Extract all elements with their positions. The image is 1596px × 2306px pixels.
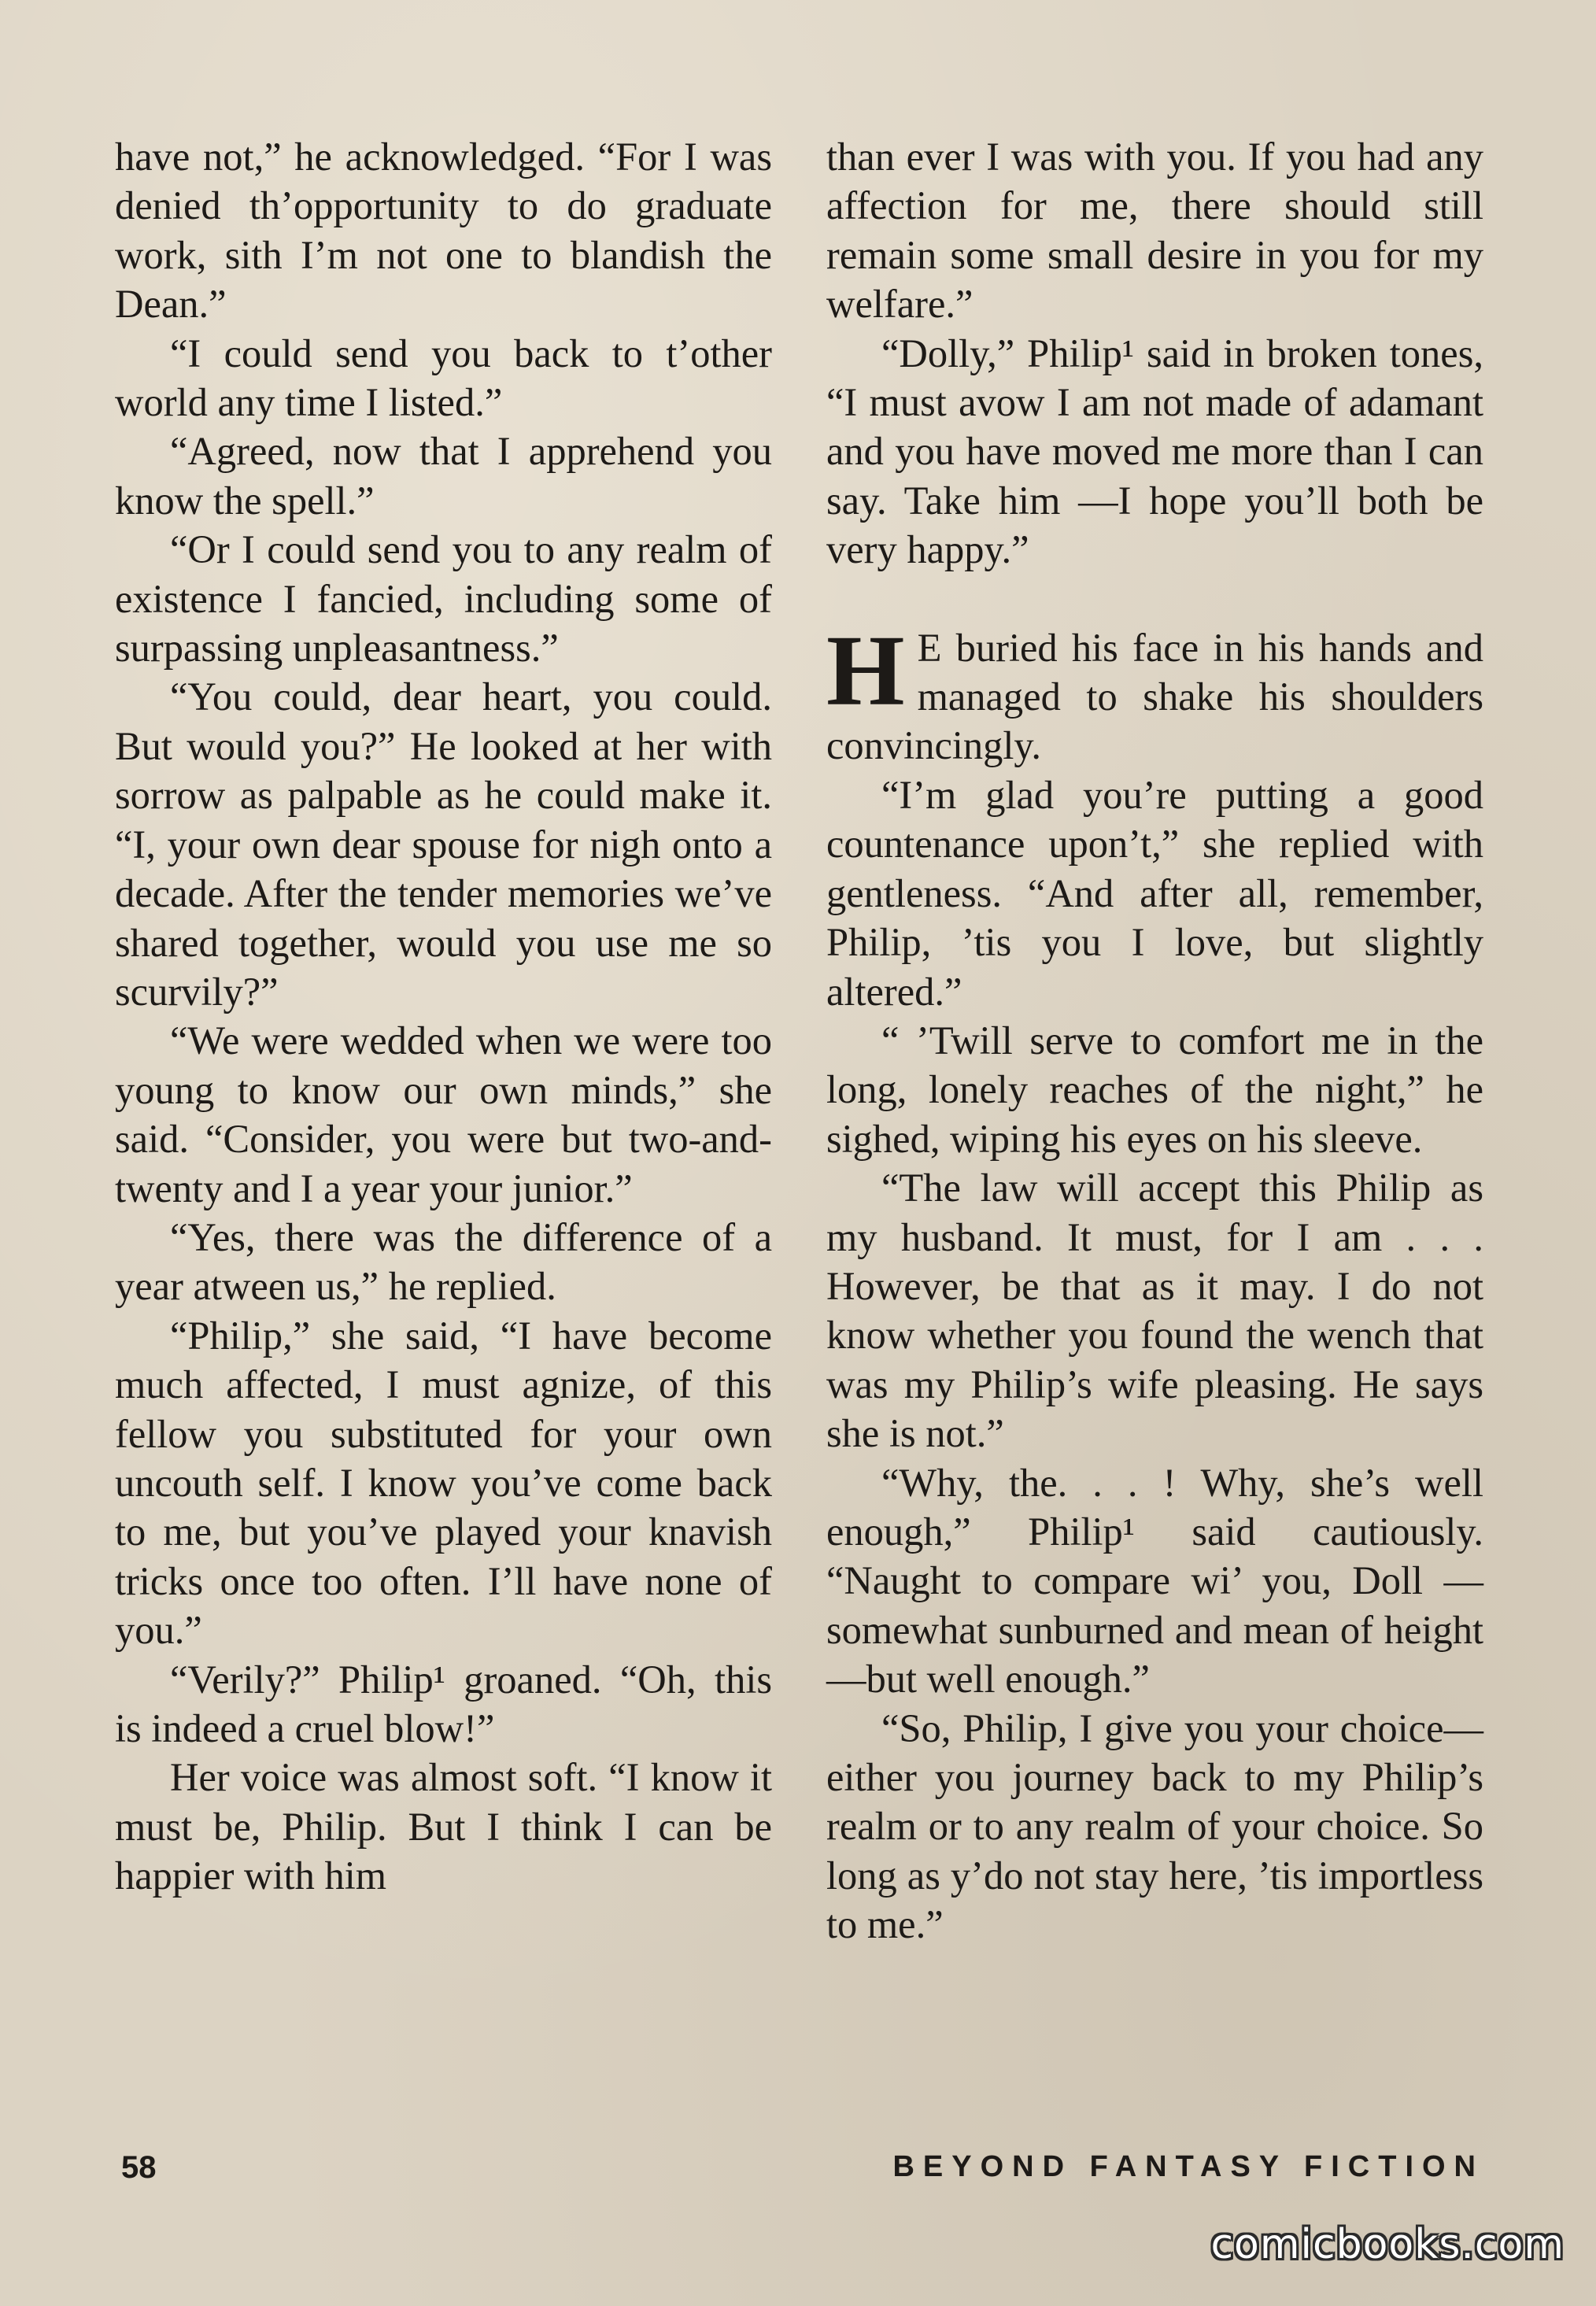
page-number: 58 [121,2150,157,2185]
page-footer [115,2150,1484,2197]
drop-cap-letter: H [826,614,905,726]
magazine-title: BEYOND FANTASY FICTION [892,2150,1484,2183]
paragraph: “Agreed, now that I apprehend you know the spell.” [115,429,772,523]
paragraph: “Yes, there was the difference of a year atween us,” he replied. [115,1214,772,1309]
paragraph: “Or I could send you to any realm of existence I fancied, including some of surpassing unpleasantness.” [115,527,772,671]
left-text-column [115,132,772,1901]
site-watermark: comicbooks.com [1210,2221,1565,2268]
dropcap-paragraph [826,614,1483,771]
paragraph: “I’m glad you’re putting a good countenance upon’t,” she replied with gentleness. “And after all, remember, Philip, ’tis you I love, but slightly altered.” [826,772,1483,1014]
paragraph: “ ’Twill serve to comfort me in the long, lonely reaches of the night,” he sighed, wiping his eyes on his sleeve. [826,1018,1483,1161]
paragraph: “Philip,” she said, “I have become much affected, I must agnize, of this fellow you substituted for your own uncouth self. I know you’ve come back to me, but you’ve played your knavish tricks once too often. I’ll have none of you.” [115,1313,772,1653]
paragraph: than ever I was with you. If you had any affection for me, there should still remain some small desire in you for my welfare.” [826,135,1483,327]
paragraph: “I could send you back to t’other world any time I listed.” [115,331,772,425]
paragraph: “Dolly,” Philip¹ said in broken tones, “I must avow I am not made of adamant and you have moved me more than I can say. Take him —I hope you’ll both be very happy.” [826,331,1483,572]
paragraph: “The law will accept this Philip as my husband. It must, for I am . . . However, be that as it may. I do not know whether you found the wench that was my Philip’s wife pleasing. He says she is not.” [826,1166,1483,1456]
paragraph: “Why, the. . . ! Why, she’s well enough,” Philip¹ said cautiously. “Naught to compare wi’ you, Doll —somewhat sunburned and mean of height—but well enough.” [826,1460,1483,1702]
paragraph: “So, Philip, I give you your choice—either you journey back to my Philip’s realm or to any realm of your choice. So long as y’do not stay here, ’tis importless to me.” [826,1705,1483,1947]
right-text-column [826,132,1483,1949]
dropcap-paragraph-text: E buried his face in his hands and managed to shake his shoulders convincingly. [826,625,1483,768]
paragraph: “You could, dear heart, you could. But would you?” He looked at her with sorrow as palpable as he could make it. “I, your own dear spouse for nigh onto a decade. After the tender memories we’ve shared together, would you use me so scurvily?” [115,674,772,1014]
paragraph: “Verily?” Philip¹ groaned. “Oh, this is indeed a cruel blow!” [115,1657,772,1750]
paragraph: “We were wedded when we were too young to know our own minds,” she said. “Consider, you were but two-and-twenty and I a year your junior.” [115,1018,772,1210]
paragraph: have not,” he acknowledged. “For I was denied th’opportunity to do graduate work, sith I’m not one to blandish the Dean.” [115,135,772,327]
paragraph: Her voice was almost soft. “I know it must be, Philip. But I think I can be happier with him [115,1755,772,1898]
section-break [826,575,1483,623]
